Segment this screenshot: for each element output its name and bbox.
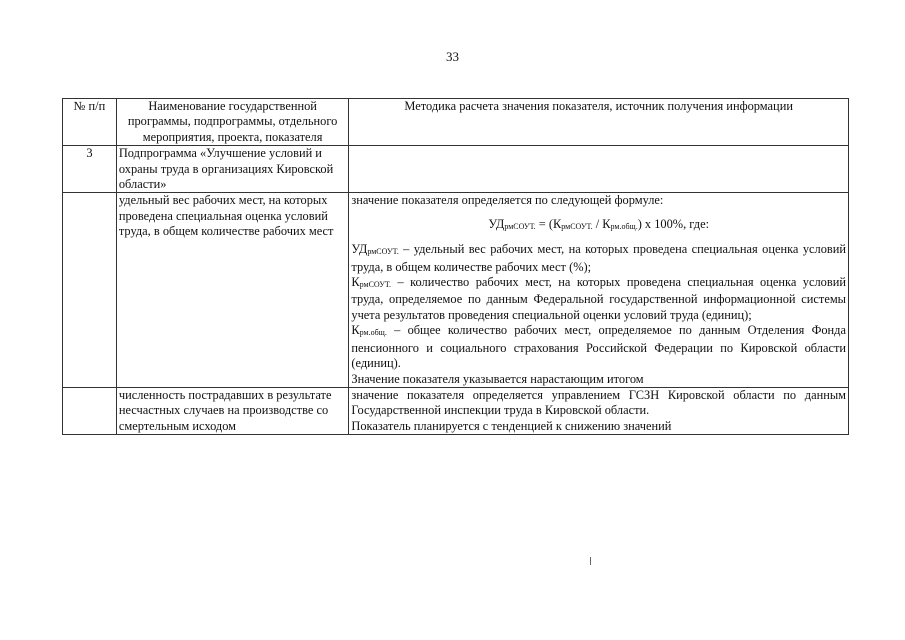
subprogram-method-empty: [349, 146, 849, 193]
indicator-1-num-empty: [63, 193, 117, 387]
page-number: 33: [446, 49, 459, 64]
formula-part-b: = (К: [535, 216, 562, 231]
definition-k-total-sub: рм.общ.: [359, 328, 387, 338]
table-row-indicator-1: [63, 193, 849, 387]
indicator-2-note: Показатель планируется с тенденцией к снижению значений: [351, 418, 672, 433]
indicator-2-name: численность пострадавших в результате несчастных случаев на производстве со смертельным исходом: [116, 387, 349, 434]
indicator-1-formula: [351, 217, 846, 234]
formula-part-a: УД: [488, 216, 505, 231]
definition-k-sout-symbol: К: [351, 275, 360, 290]
subprogram-num: 3: [63, 146, 117, 193]
definition-ud-text: – удельный вес рабочих мест, на которых проведена специальная оценка условий труда, в общем количестве рабочих мест (%);: [351, 242, 846, 274]
formula-sub-c: рм.общ.: [610, 221, 638, 231]
definition-ud-symbol: УД: [351, 242, 368, 257]
indicator-2-method: [349, 387, 849, 434]
table-row-subprogram: [63, 146, 849, 193]
table-row-indicator-2: [63, 387, 849, 434]
formula-sub-b: рмСОУТ.: [561, 221, 593, 231]
formula-part-c: / К: [592, 216, 611, 231]
header-method: Методика расчета значения показателя, источник получения информации: [349, 99, 849, 146]
indicator-1-method: [349, 193, 849, 387]
definition-k-total-text: – общее количество рабочих мест, определяемое по данным Отделения Фонда пенсионного и социального страхования Российской Федерации по Кировской области (единиц).: [351, 323, 846, 371]
indicator-2-source: значение показателя определяется управлением ГСЗН Кировской области по данным Государственной инспекции труда в Кировской области.: [351, 387, 846, 418]
definition-ud: [351, 242, 846, 275]
indicator-1-note: Значение показателя указывается нарастающим итогом: [351, 371, 644, 386]
header-num: № п/п: [63, 99, 117, 146]
indicator-1-intro: значение показателя определяется по следующей формуле:: [351, 193, 664, 208]
scan-mark: [590, 557, 591, 565]
definition-k-total: [351, 323, 846, 371]
definition-k-total-symbol: К: [351, 323, 360, 338]
indicators-table: [62, 98, 849, 435]
formula-part-d: ) х 100%, где:: [637, 216, 710, 231]
subprogram-name: Подпрограмма «Улучшение условий и охраны труда в организациях Кировской области»: [116, 146, 349, 193]
table-header-row: [63, 99, 849, 146]
indicator-2-num-empty: [63, 387, 117, 434]
formula-sub-a: рмСОУТ.: [504, 221, 536, 231]
definition-ud-sub: рмСОУТ.: [367, 247, 399, 257]
header-name: Наименование государственной программы, подпрограммы, отдельного мероприятия, проекта, показателя: [116, 99, 349, 146]
definition-k-sout-text: – количество рабочих мест, на которых проведена специальная оценка условий труда, определяемое по данным Федеральной государственной информационной системы учета результатов проведения специальной оценки условий труда (единиц);: [351, 275, 846, 322]
definition-k-sout-sub: рмСОУТ.: [359, 280, 391, 290]
definition-k-sout: [351, 275, 846, 323]
indicator-1-name: удельный вес рабочих мест, на которых проведена специальная оценка условий труда, в общем количестве рабочих мест: [116, 193, 349, 387]
